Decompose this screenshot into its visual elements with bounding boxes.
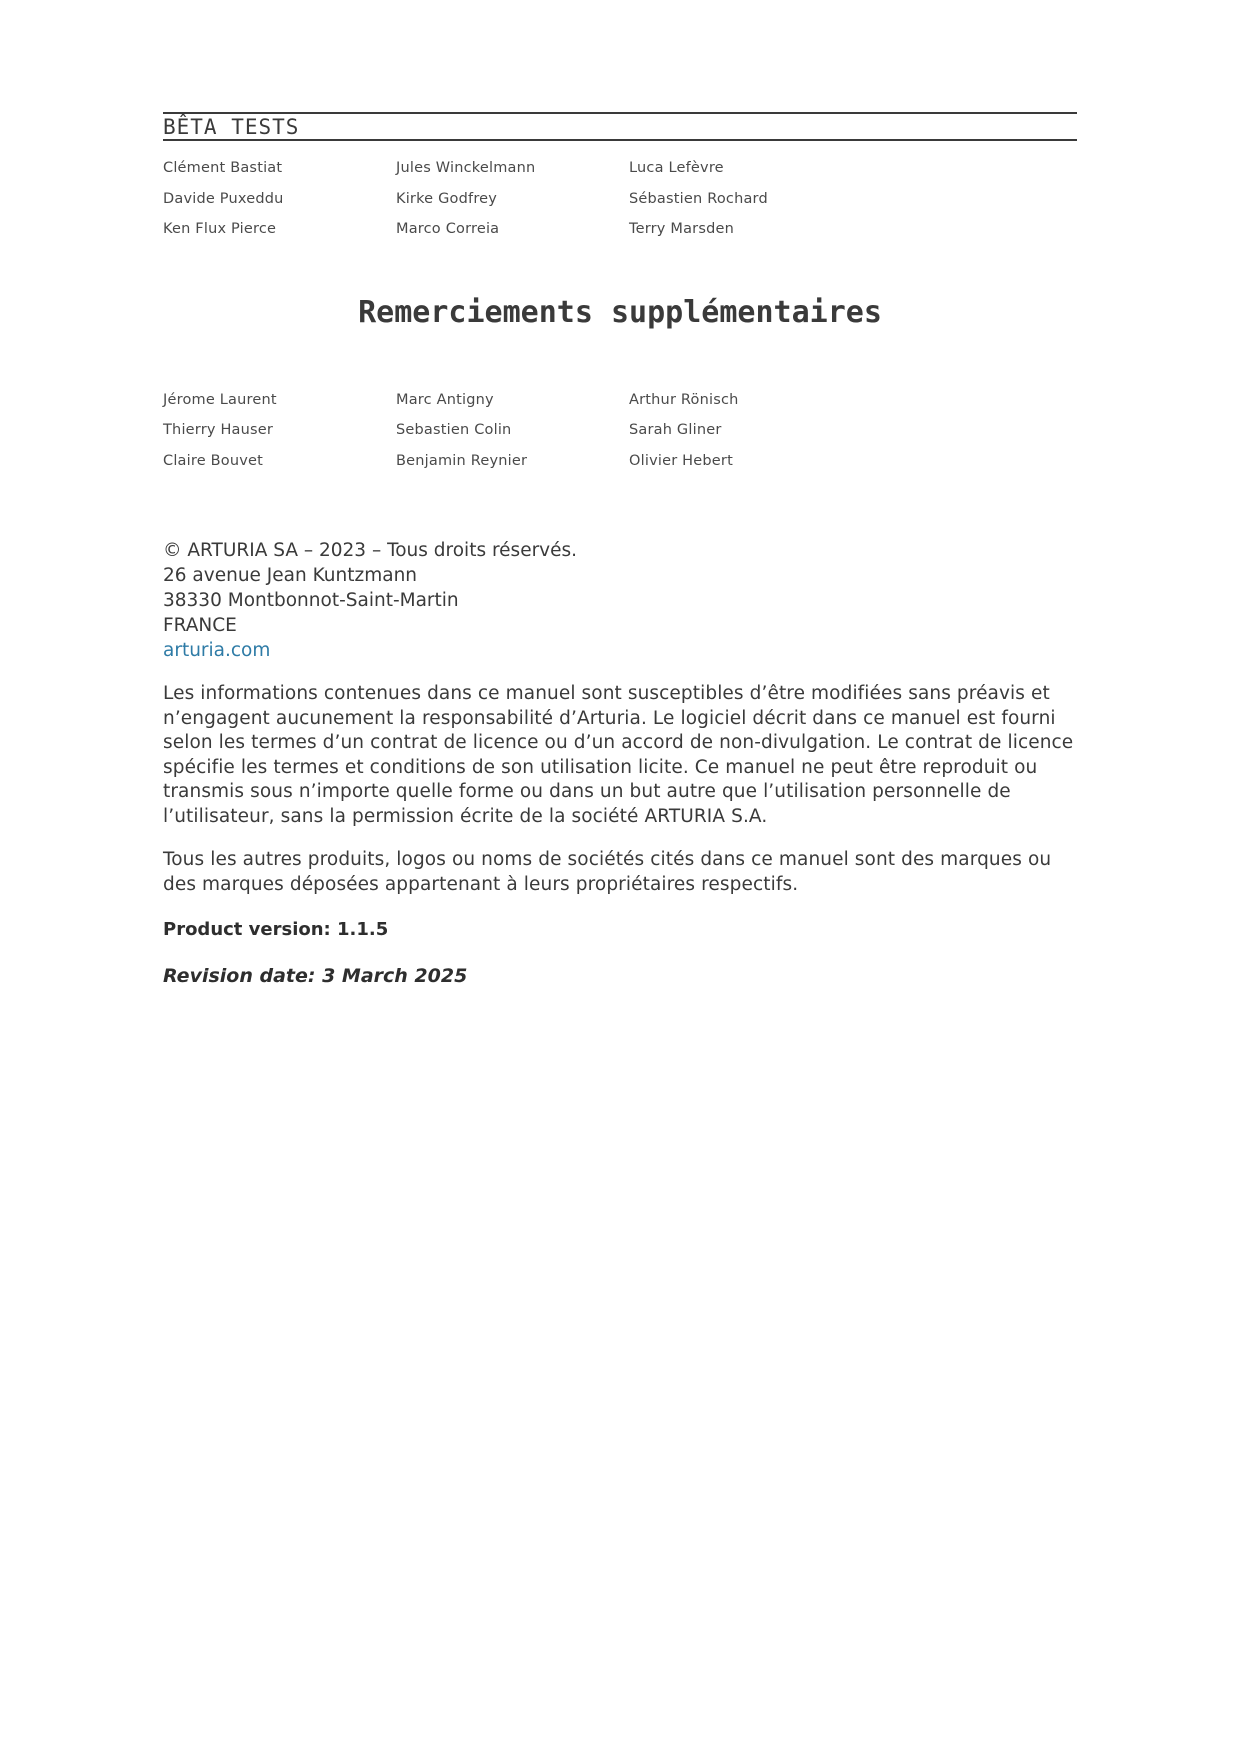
revision-date: Revision date: 3 March 2025	[163, 965, 468, 987]
beta-tests-header	[163, 112, 1077, 141]
beta-tester-name: Marco Correia	[396, 221, 500, 237]
thanks-name: Marc Antigny	[396, 391, 494, 408]
product-version: Product version: 1.1.5	[163, 919, 389, 940]
beta-tester-name: Clément Bastiat	[163, 160, 283, 176]
city-line: 38330 Montbonnot-Saint-Martin	[163, 590, 459, 611]
thanks-name: Sebastien Colin	[396, 422, 512, 438]
website-link[interactable]: arturia.com	[163, 640, 271, 661]
beta-tester-name: Luca Lefèvre	[629, 160, 724, 176]
legal-paragraph-1: Les informations contenues dans ce manuel sont susceptibles d’être modifiées sans préavis et n’engagent aucunement la responsabilité d’Arturia. Le logiciel décrit dans ce manuel est fourni selon les termes d’un contrat de licence ou d’un accord de non-divulgation. Le contrat de licence spécifie les termes et conditions de son utilisation licite. Ce manuel ne peut être reproduit ou transmis sous n’importe quelle forme ou dans un but autre que l’utilisation personnelle de l’utilisateur, sans la permission écrite de la société ARTURIA S.A.	[163, 683, 1074, 827]
beta-tester-name: Jules Winckelmann	[396, 160, 536, 176]
beta-tester-name: Terry Marsden	[629, 221, 734, 237]
thanks-name: Sarah Gliner	[629, 422, 722, 438]
legal-paragraph-2: Tous les autres produits, logos ou noms de sociétés cités dans ce manuel sont des marques ou des marques déposées appartenant à leurs propriétaires respectifs.	[163, 849, 1052, 895]
page-content	[163, 112, 1077, 988]
thanks-name: Olivier Hebert	[629, 452, 733, 469]
thanks-name: Benjamin Reynier	[396, 452, 528, 469]
thanks-name: Claire Bouvet	[163, 452, 264, 469]
beta-tester-name: Ken Flux Pierce	[163, 221, 277, 237]
thanks-name: Arthur Rönisch	[629, 391, 739, 408]
street-line: 26 avenue Jean Kuntzmann	[163, 565, 418, 586]
country-line: FRANCE	[163, 615, 237, 636]
thanks-heading: Remerciements supplémentaires	[358, 294, 882, 330]
copyright-line: © ARTURIA SA – 2023 – Tous droits réservés.	[163, 540, 578, 561]
beta-tests-heading: BÊTA TESTS	[163, 115, 300, 139]
thanks-name: Thierry Hauser	[163, 422, 274, 438]
beta-testers-list	[163, 153, 1077, 245]
company-address	[163, 538, 1077, 663]
beta-tester-name: Sébastien Rochard	[629, 190, 768, 207]
thanks-name: Jérome Laurent	[163, 391, 277, 408]
thanks-list	[163, 385, 1077, 477]
beta-tester-name: Davide Puxeddu	[163, 190, 284, 207]
beta-tester-name: Kirke Godfrey	[396, 190, 498, 207]
